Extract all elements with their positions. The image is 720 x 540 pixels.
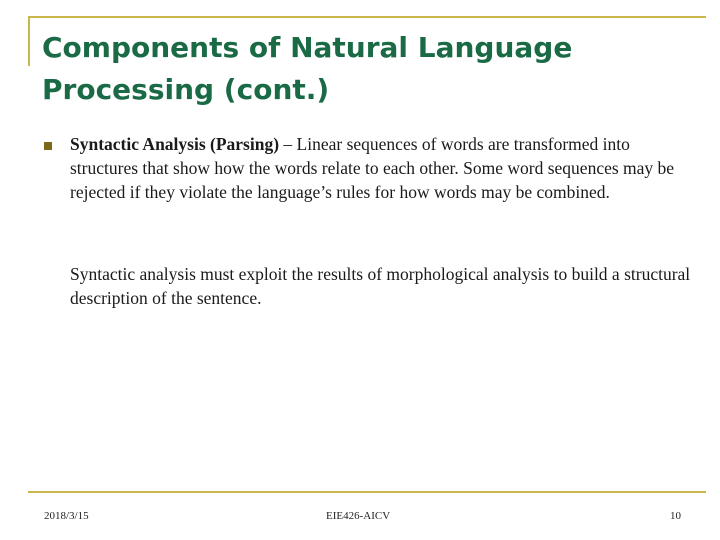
bullet-square-icon (44, 142, 52, 150)
bullet-term: Syntactic Analysis (Parsing) (70, 134, 280, 154)
slide-title (42, 27, 702, 111)
frame-top-line (28, 16, 706, 18)
bullet-text: – Linear sequences of words are transformed into structures that show how the words relate to each other. Some word sequences may be rejected if they violate the language’s rules for how words may be combined. (70, 134, 675, 202)
slide-title-line-1: Components of Natural Language (42, 31, 573, 64)
footer-date: 2018/3/15 (44, 510, 89, 522)
frame-bottom-line (28, 491, 706, 493)
frame-left-line (28, 16, 30, 66)
slide-title-line-2: Processing (cont.) (42, 73, 330, 106)
bullet-paragraph (70, 132, 695, 204)
body-paragraph: Syntactic analysis must exploit the results of morphological analysis to build a structural description of the sentence. (70, 264, 691, 308)
footer-course-code: EIE426-AICV (326, 510, 391, 522)
footer-page-number: 10 (670, 510, 681, 522)
